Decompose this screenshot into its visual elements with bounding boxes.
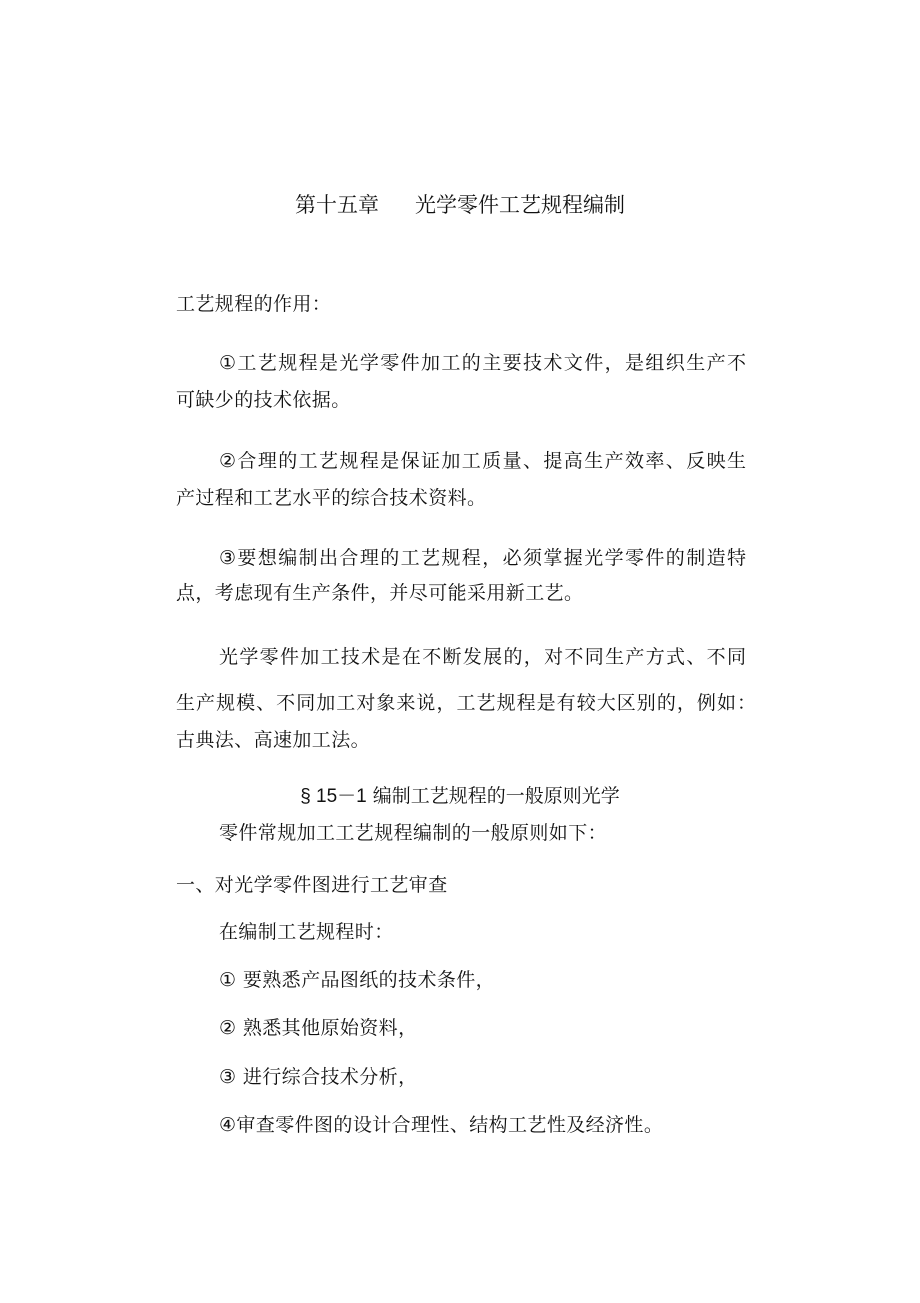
list-item: ② 熟悉其他原始资料， [219,1017,418,1039]
list-item: ④审查零件图的设计合理性、结构工艺性及经济性。 [219,1114,664,1136]
development-line-2: 生产规模、不同加工对象来说，工艺规程是有较大区别的，例如： [176,692,756,714]
chapter-number: 第十五章 [295,193,379,217]
subsection-heading: 一、对光学零件图进行工艺审查 [176,874,448,896]
chapter-title [0,190,920,220]
list-item: ① 要熟悉产品图纸的技术条件， [219,969,496,991]
section-heading [0,782,920,811]
subsection-lead: 在编制工艺规程时： [219,921,394,943]
section-title: 编制工艺规程的一般原则光学 [372,785,620,807]
point-2-line-1: ②合理的工艺规程是保证加工质量、提高生产效率、反映生 [219,450,746,472]
development-line-1: 光学零件加工技术是在不断发展的，对不同生产方式、不同 [219,646,746,668]
point-1-line-2: 可缺少的技术依据。 [176,389,351,411]
development-line-3: 古典法、高速加工法。 [176,729,371,751]
point-3-line-2: 点，考虑现有生产条件，并尽可能采用新工艺。 [176,582,584,604]
section-number: § 15－1 [300,786,367,807]
section-continuation: 零件常规加工工艺规程编制的一般原则如下： [219,822,608,844]
point-2-line-2: 产过程和工艺水平的综合技术资料。 [176,487,487,509]
chapter-name: 光学零件工艺规程编制 [415,193,625,217]
intro-heading: 工艺规程的作用： [176,293,332,315]
list-item: ③ 进行综合技术分析， [219,1066,418,1088]
point-1-line-1: ①工艺规程是光学零件加工的主要技术文件，是组织生产不 [219,352,746,374]
point-3-line-1: ③要想编制出合理的工艺规程，必须掌握光学零件的制造特 [219,547,746,569]
